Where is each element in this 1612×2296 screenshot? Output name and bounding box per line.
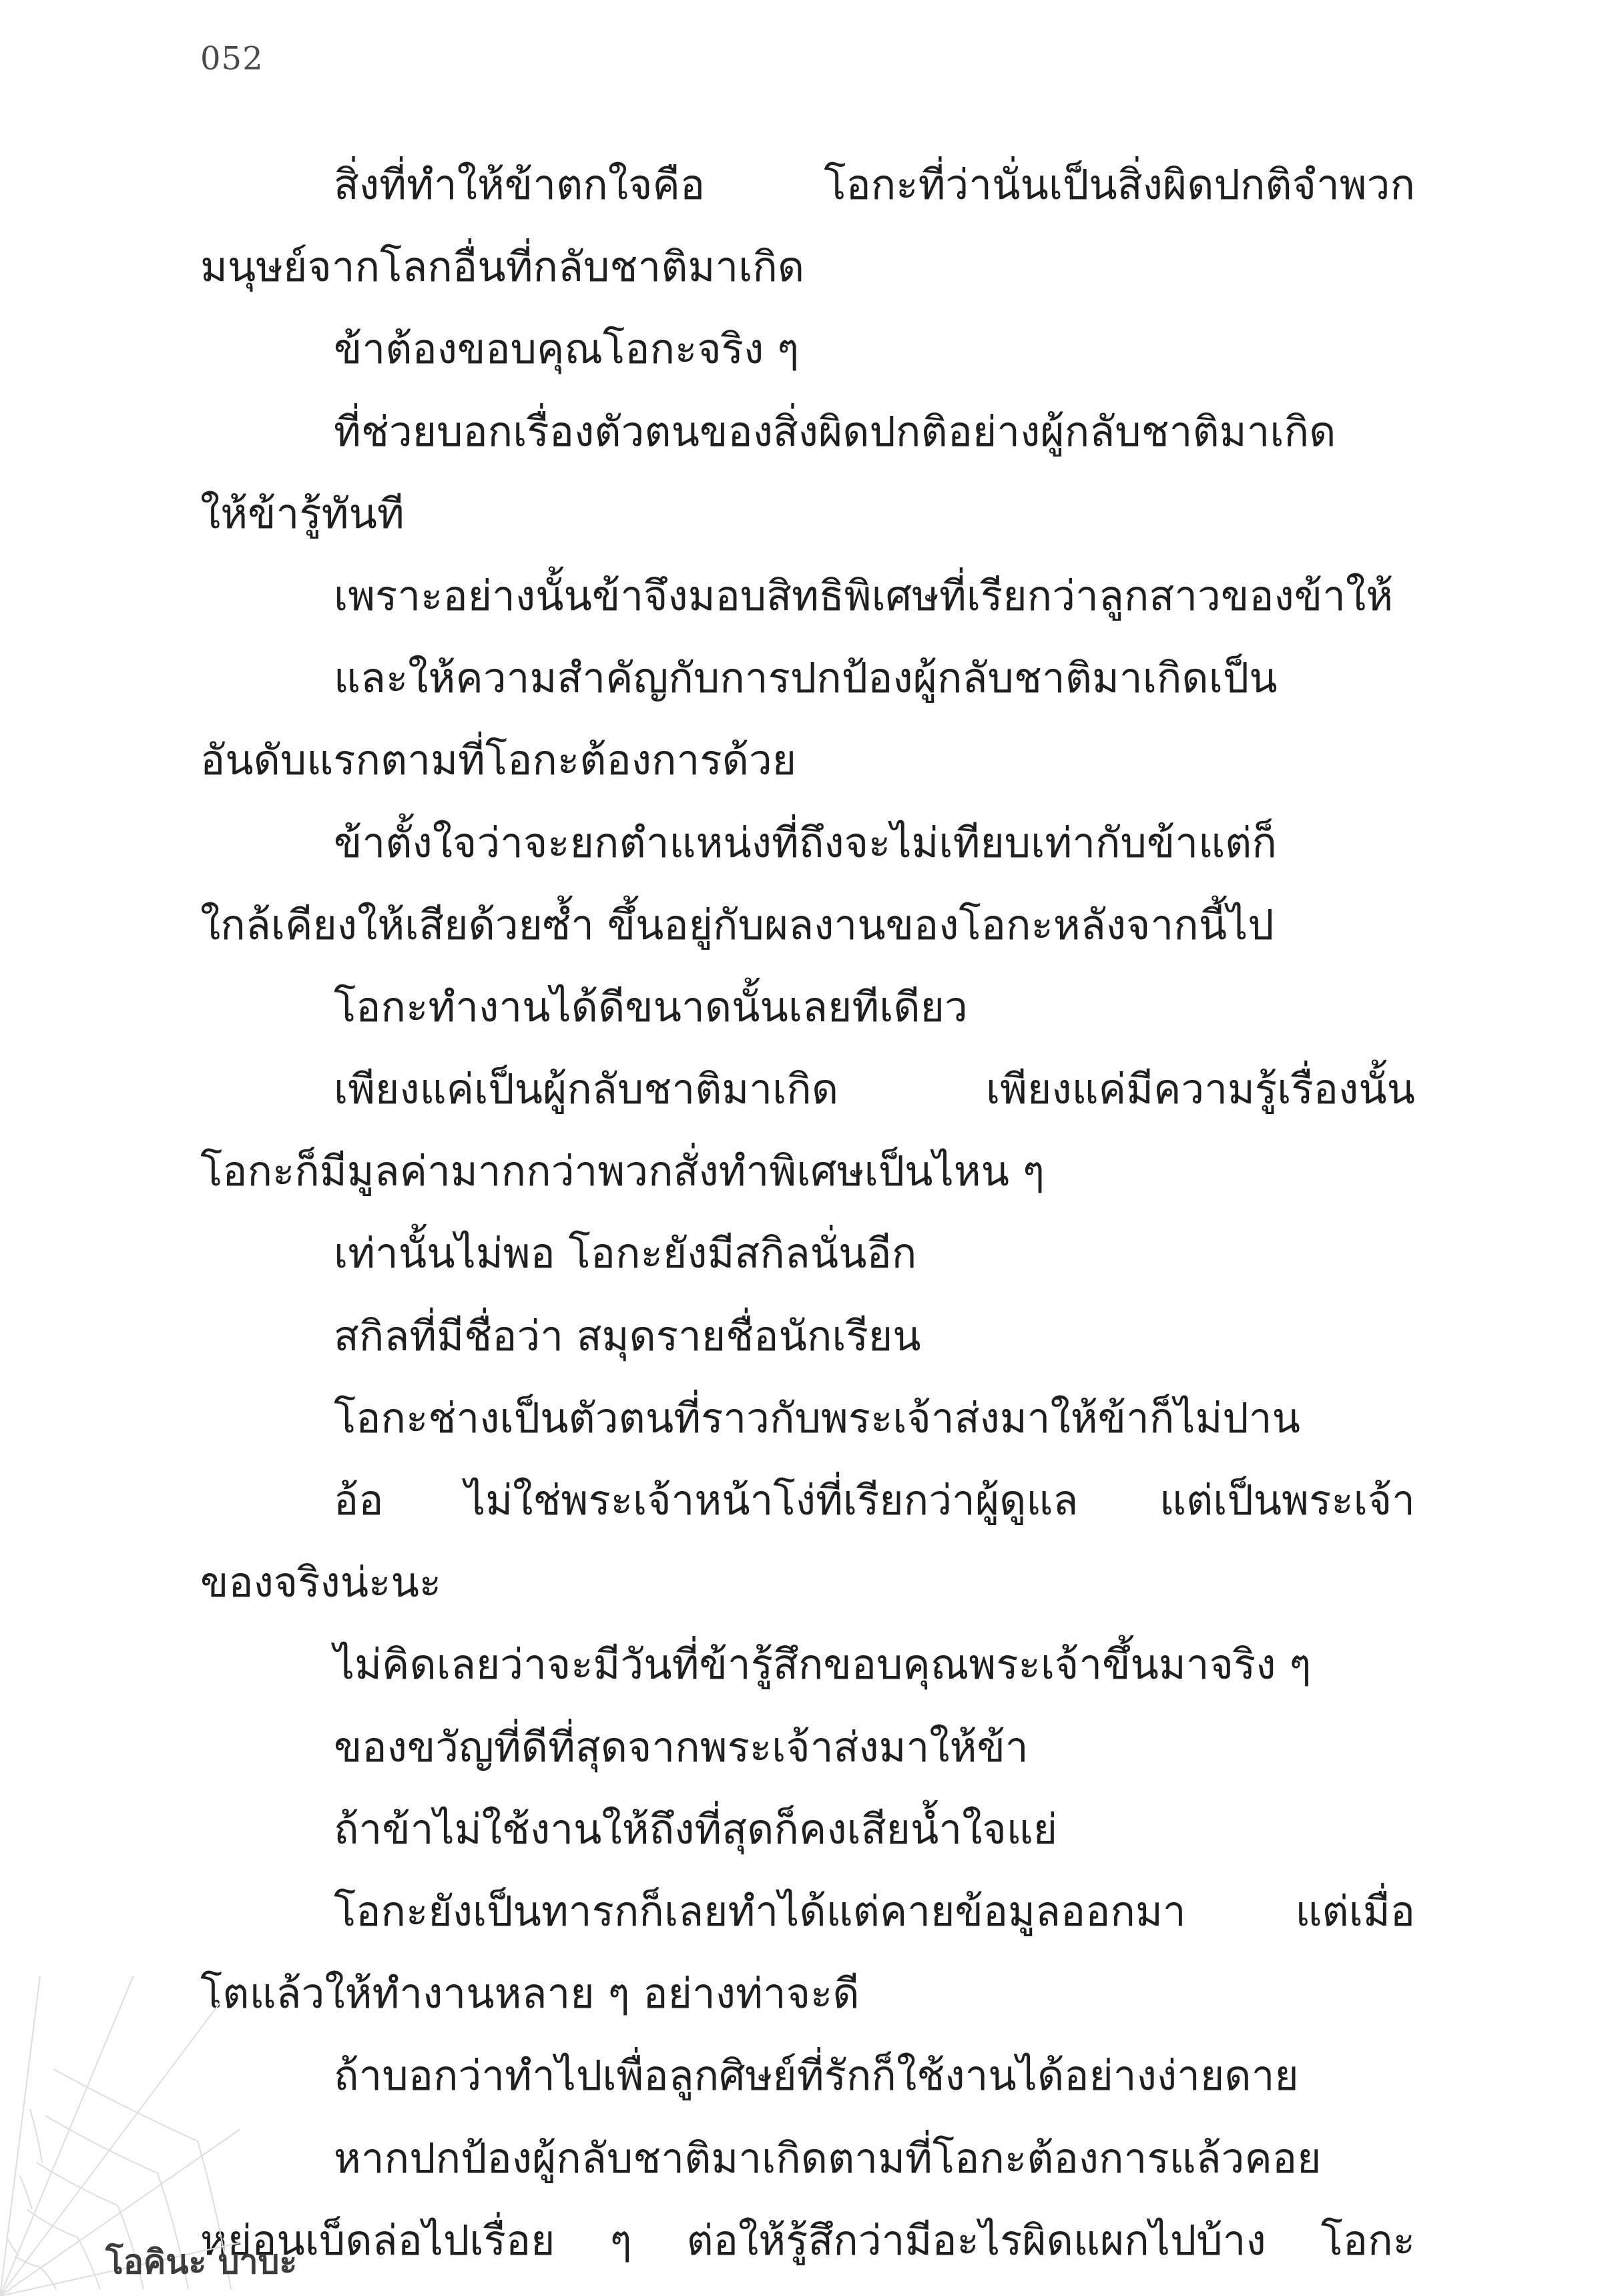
text-line: โอกะทำงานได้ดีขนาดนั้นเลยทีเดียว	[334, 982, 968, 1031]
text-line: โอกะก็มีมูลค่ามากกว่าพวกสั่งทำพิเศษเป็นไหน ๆ	[200, 1147, 1045, 1196]
text-line: เพียงแค่เป็นผู้กลับชาติมาเกิด เพียงแค่มีความรู้เรื่องนั้น	[334, 1065, 1415, 1114]
text-line: หย่อนเบ็ดล่อไปเรื่อย ๆ ต่อให้รู้สึกว่ามีอะไรผิดแผกไปบ้าง โอกะ	[200, 2215, 1415, 2265]
text-line: ของจริงน่ะนะ	[200, 1558, 442, 1607]
text-line: ข้าต้องขอบคุณโอกะจริง ๆ	[334, 324, 800, 374]
text-line: โอกะช่างเป็นตัวตนที่ราวกับพระเจ้าส่งมาให้ข้าก็ไม่ปาน	[334, 1393, 1300, 1442]
text-line: ที่ช่วยบอกเรื่องตัวตนของสิ่งผิดปกติอย่างผู้กลับชาติมาเกิด	[334, 406, 1336, 456]
text-line: ให้ข้ารู้ทันที	[200, 489, 405, 538]
body-text	[200, 144, 1415, 2281]
book-title-footer: โอคินะ บาบะ	[105, 2243, 298, 2281]
text-line: เท่านั้นไม่พอ โอกะยังมีสกิลนั่นอีก	[334, 1229, 917, 1278]
text-line: หากปกป้องผู้กลับชาติมาเกิดตามที่โอกะต้องการแล้วคอย	[334, 2133, 1322, 2183]
text-line: มนุษย์จากโลกอื่นที่กลับชาติมาเกิด	[200, 242, 805, 292]
page-number: 052	[200, 40, 264, 77]
text-line: อ้อ ไม่ใช่พระเจ้าหน้าโง่ที่เรียกว่าผู้ดูแล แต่เป็นพระเจ้า	[334, 1476, 1415, 1524]
text-line: และให้ความสำคัญกับการปกป้องผู้กลับชาติมาเกิดเป็น	[334, 653, 1278, 703]
text-line: ถ้าบอกว่าทำไปเพื่อลูกศิษย์ที่รักก็ใช้งานได้อย่างง่ายดาย	[334, 2051, 1299, 2100]
text-line: โตแล้วให้ทำงานหลาย ๆ อย่างท่าจะดี	[200, 1969, 860, 2018]
text-line: ของขวัญที่ดีที่สุดจากพระเจ้าส่งมาให้ข้า	[334, 1722, 1029, 1771]
text-line: ข้าตั้งใจว่าจะยกตำแหน่งที่ถึงจะไม่เทียบเท่ากับข้าแต่ก็	[334, 818, 1277, 867]
text-line: ใกล้เคียงให้เสียด้วยซ้ำ ขึ้นอยู่กับผลงานของโอกะหลังจากนี้ไป	[200, 900, 1274, 949]
text-line: ถ้าข้าไม่ใช้งานให้ถึงที่สุดก็คงเสียน้ำใจแย่	[334, 1804, 1058, 1853]
text-line: สิ่งที่ทำให้ข้าตกใจคือ โอกะที่ว่านั่นเป็นสิ่งผิดปกติจำพวก	[334, 160, 1415, 209]
text-line: เพราะอย่างนั้นข้าจึงมอบสิทธิพิเศษที่เรียกว่าลูกสาวของข้าให้	[334, 571, 1394, 620]
text-line: โอกะยังเป็นทารกก็เลยทำได้แต่คายข้อมูลออกมา แต่เมื่อ	[334, 1886, 1415, 1936]
text-line: อันดับแรกตามที่โอกะต้องการด้วย	[200, 736, 797, 785]
text-line: ไม่คิดเลยว่าจะมีวันที่ข้ารู้สึกขอบคุณพระเจ้าขึ้นมาจริง ๆ	[334, 1640, 1312, 1689]
text-line: สกิลที่มีชื่อว่า สมุดรายชื่อนักเรียน	[334, 1311, 921, 1360]
